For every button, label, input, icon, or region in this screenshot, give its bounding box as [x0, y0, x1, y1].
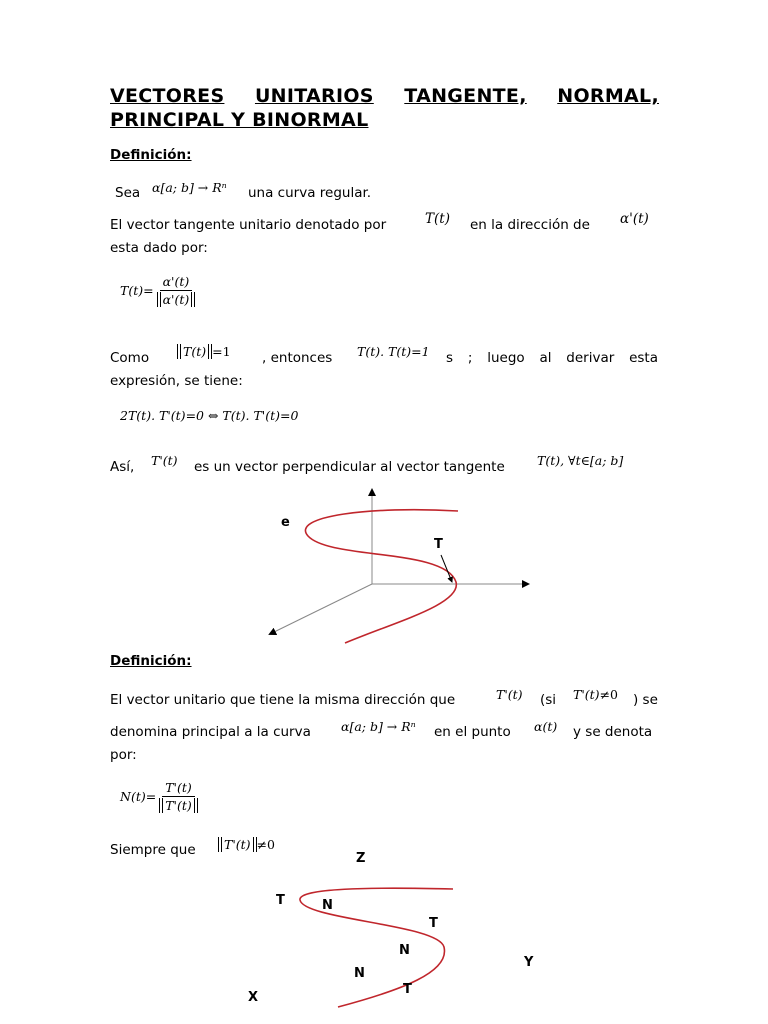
perpendicular-text: es un vector perpendicular al vector tangente	[194, 459, 505, 475]
expresion-text: expresión, se tiene:	[110, 373, 243, 389]
fraction-denominator: α'(t)	[157, 292, 196, 307]
siempre-condition	[218, 837, 275, 852]
siempre-text: Siempre que	[110, 842, 196, 858]
definition-label: Definición:	[110, 147, 192, 163]
T-prime-si: T'(t)	[573, 687, 600, 702]
fig2-label-T2: T	[429, 916, 438, 931]
title-word: VECTORES	[110, 85, 225, 107]
norm-T: T(t)	[177, 344, 212, 359]
page-title-line2: PRINCIPAL Y BINORMAL	[110, 109, 369, 131]
como-text: Como	[110, 350, 150, 366]
se-text: ) se	[633, 692, 658, 708]
alpha-map-formula: α[a; b] → Rⁿ	[152, 180, 227, 195]
fig1-label-T: T	[434, 537, 443, 552]
fig1-curve	[305, 510, 458, 643]
sea-text: Sea	[115, 185, 141, 201]
asi-text: Así,	[110, 459, 135, 475]
entonces-text: , entonces	[262, 350, 333, 366]
siempre-neq: ≠0	[256, 837, 275, 852]
fig2-label-N2: N	[399, 943, 410, 958]
tangent-text: El vector tangente unitario denotado por	[110, 217, 387, 233]
en-punto-text: en el punto	[434, 724, 511, 740]
title-word: UNITARIOS	[254, 85, 374, 107]
normal-definition-formula	[120, 780, 201, 813]
siempre-norm: T'(t)	[218, 837, 257, 852]
T-of-t: T(t)	[425, 211, 450, 227]
fraction-numerator: α'(t)	[160, 274, 193, 291]
alpha-of-t: α(t)	[534, 719, 558, 734]
neq-zero: ≠0	[599, 687, 618, 702]
formula-lhs-N: N(t)=	[120, 789, 157, 804]
si-text: (si	[540, 692, 557, 708]
T-prime: T'(t)	[151, 453, 178, 468]
direction-text: en la dirección de	[470, 217, 590, 233]
dado-por-text: esta dado por:	[110, 240, 208, 256]
T-forall: T(t), ∀t∈[a; b]	[537, 453, 624, 468]
fraction-N	[156, 780, 201, 813]
derivative-equation: 2T(t). T'(t)=0 ⇔ T(t). T'(t)=0	[120, 408, 299, 423]
fig2-label-X: X	[248, 990, 259, 1005]
definition-label-2: Definición:	[110, 653, 192, 669]
fig1-axes	[270, 490, 528, 634]
fig2-label-Y: Y	[524, 955, 534, 970]
alpha-map-formula-2: α[a; b] → Rⁿ	[341, 719, 416, 734]
dot-equation: T(t). T(t)=1	[357, 344, 430, 359]
formula-lhs: T(t)=	[120, 283, 154, 298]
fig2-label-Z: Z	[356, 851, 366, 866]
equals-one: =1	[212, 344, 231, 359]
T-prime-neq-zero	[573, 687, 618, 702]
se-denota-text: y se denota	[573, 724, 653, 740]
alpha-prime: α'(t)	[620, 211, 649, 227]
denomina-text: denomina principal a la curva	[110, 724, 311, 740]
T-prime-2: T'(t)	[496, 687, 523, 702]
fig1-label-e: e	[281, 515, 290, 530]
fig2-label-N3: N	[354, 966, 365, 981]
fig2-label-T1: T	[276, 893, 285, 908]
fig2-label-T3: T	[403, 982, 412, 997]
fig1-axis-x	[270, 584, 372, 634]
fraction-N-denominator: T'(t)	[159, 798, 198, 813]
fig2-label-N1: N	[322, 898, 333, 913]
title-word: TANGENTE,	[404, 85, 527, 107]
luego-text-content: s ; luego al derivar esta	[446, 350, 658, 366]
fraction-N-numerator: T'(t)	[162, 780, 195, 797]
unit-vector-text: El vector unitario que tiene la misma dirección que	[110, 692, 456, 708]
curva-regular-text: una curva regular.	[248, 185, 372, 201]
title-word: NORMAL,	[557, 85, 659, 107]
por-text: por:	[110, 747, 137, 763]
